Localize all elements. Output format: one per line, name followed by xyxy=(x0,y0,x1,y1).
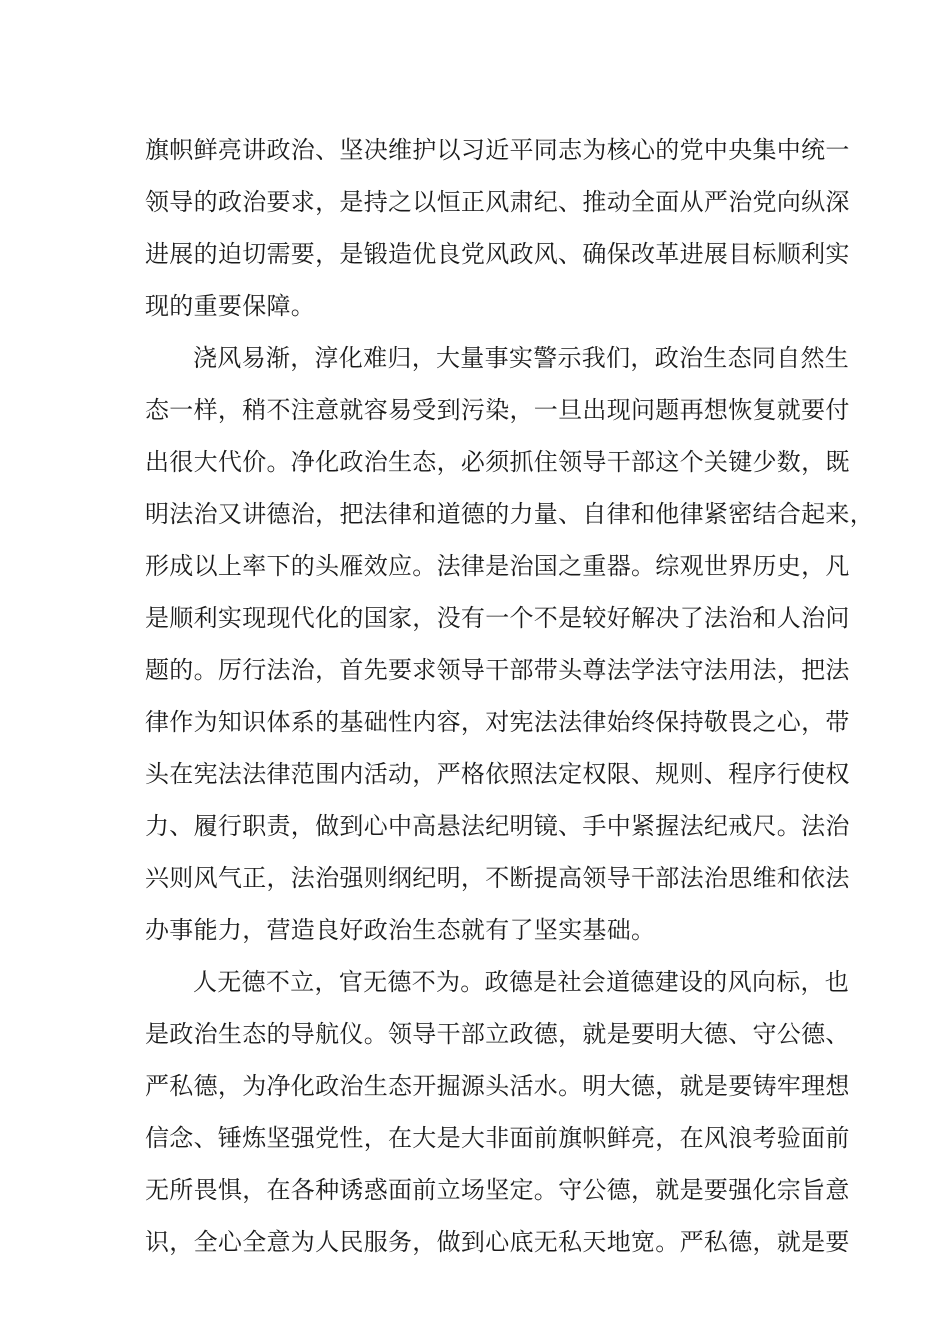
text-line: 是政治生态的导航仪。领导干部立政德，就是要明大德、守公德、 xyxy=(145,1020,850,1048)
text-line: 办事能力，营造良好政治生态就有了坚实基础。 xyxy=(145,916,656,944)
text-line: 信念、锤炼坚强党性，在大是大非面前旗帜鲜亮，在风浪考验面前 xyxy=(145,1124,850,1152)
text-line: 形成以上率下的头雁效应。法律是治国之重器。综观世界历史，凡 xyxy=(145,552,850,580)
paragraph-first-line: 浇风易渐，淳化难归，大量事实警示我们，政治生态同自然生 xyxy=(193,344,850,372)
text-line: 态一样，稍不注意就容易受到污染，一旦出现问题再想恢复就要付 xyxy=(145,396,850,424)
text-line: 识，全心全意为人民服务，做到心底无私天地宽。严私德，就是要 xyxy=(145,1228,850,1256)
text-line: 旗帜鲜亮讲政治、坚决维护以习近平同志为核心的党中央集中统一 xyxy=(145,136,850,164)
text-line: 题的。厉行法治，首先要求领导干部带头尊法学法守法用法，把法 xyxy=(145,656,850,684)
text-line: 无所畏惧，在各种诱惑面前立场坚定。守公德，就是要强化宗旨意 xyxy=(145,1176,850,1204)
document-body xyxy=(145,124,874,1268)
text-line: 严私德，为净化政治生态开掘源头活水。明大德，就是要铸牢理想 xyxy=(145,1072,850,1100)
text-line: 头在宪法法律范围内活动，严格依照法定权限、规则、程序行使权 xyxy=(145,760,850,788)
text-line: 力、履行职责，做到心中高悬法纪明镜、手中紧握法纪戒尺。法治 xyxy=(145,812,850,840)
text-line: 是顺利实现现代化的国家，没有一个不是较好解决了法治和人治问 xyxy=(145,604,850,632)
text-line: 律作为知识体系的基础性内容，对宪法法律始终保持敬畏之心，带 xyxy=(145,708,850,736)
text-line: 领导的政治要求，是持之以恒正风肃纪、推动全面从严治党向纵深 xyxy=(145,188,850,216)
paragraph-first-line: 人无德不立，官无德不为。政德是社会道德建设的风向标，也 xyxy=(193,968,850,996)
text-line: 出很大代价。净化政治生态，必须抓住领导干部这个关键少数，既 xyxy=(145,448,850,476)
text-line: 进展的迫切需要，是锻造优良党风政风、确保改革进展目标顺利实 xyxy=(145,240,850,268)
text-line: 现的重要保障。 xyxy=(145,292,316,320)
text-line: 明法治又讲德治，把法律和道德的力量、自律和他律紧密结合起来， xyxy=(145,500,874,528)
text-line: 兴则风气正，法治强则纲纪明，不断提高领导干部法治思维和依法 xyxy=(145,864,850,892)
